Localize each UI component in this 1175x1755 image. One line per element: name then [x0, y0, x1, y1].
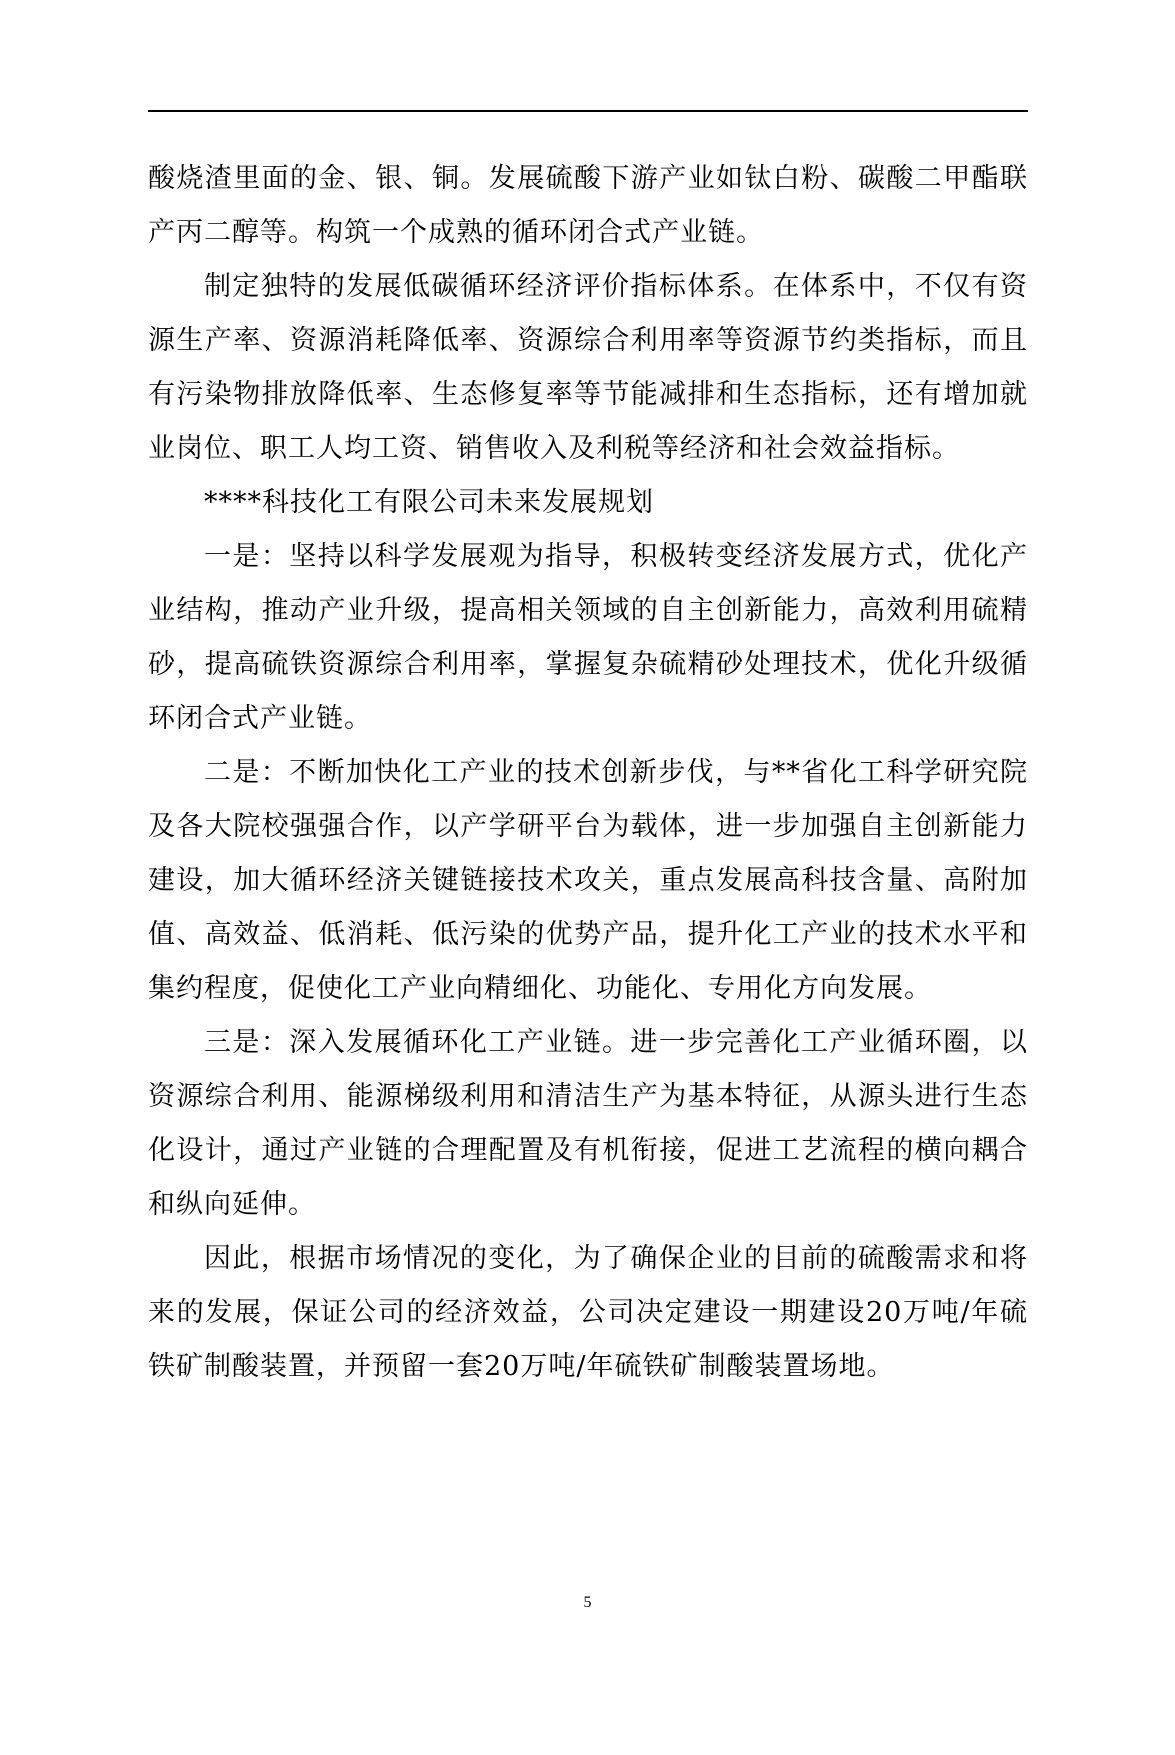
paragraph-point-2: 二是：不断加快化工产业的技术创新步伐，与**省化工科学研究院及各大院校强强合作，以产学研平台为载体，进一步加强自主创新能力建设，加大循环经济关键链接技术攻关，重点发展高科技含量、高附加值、高效益、低消耗、低污染的优势产品，提升化工产业的技术水平和集约程度，促使化工产业向精细化、功能化、专用化方向发展。	[148, 757, 1028, 1004]
paragraph-2: 制定独特的发展低碳循环经济评价指标体系。在体系中，不仅有资源生产率、资源消耗降低率、资源综合利用率等资源节约类指标，而且有污染物排放降低率、生态修复率等节能减排和生态指标，还有增加就业岗位、职工人均工资、销售收入及利税等经济和社会效益指标。	[148, 271, 1028, 464]
paragraph-point-3: 三是：深入发展循环化工产业链。进一步完善化工产业循环圈，以资源综合利用、能源梯级利用和清洁生产为基本特征，从源头进行生态化设计，通过产业链的合理配置及有机衔接，促进工艺流程的横向耦合和纵向延伸。	[148, 1027, 1028, 1220]
document-body	[148, 152, 1028, 1394]
header-rule	[148, 110, 1028, 112]
paragraph-point-1: 一是：坚持以科学发展观为指导，积极转变经济发展方式，优化产业结构，推动产业升级，提高相关领域的自主创新能力，高效利用硫精砂，提高硫铁资源综合利用率，掌握复杂硫精砂处理技术，优化升级循环闭合式产业链。	[148, 541, 1028, 734]
paragraph-conclusion: 因此，根据市场情况的变化，为了确保企业的目前的硫酸需求和将来的发展，保证公司的经济效益，公司决定建设一期建设20万吨/年硫铁矿制酸装置，并预留一套20万吨/年硫铁矿制酸装置场地。	[148, 1243, 1028, 1382]
page-number: 5	[583, 1594, 592, 1611]
paragraph-heading-plan: ****科技化工有限公司未来发展规划	[204, 487, 654, 518]
paragraph-1: 酸烧渣里面的金、银、铜。发展硫酸下游产业如钛白粉、碳酸二甲酯联产丙二醇等。构筑一个成熟的循环闭合式产业链。	[148, 163, 1028, 248]
